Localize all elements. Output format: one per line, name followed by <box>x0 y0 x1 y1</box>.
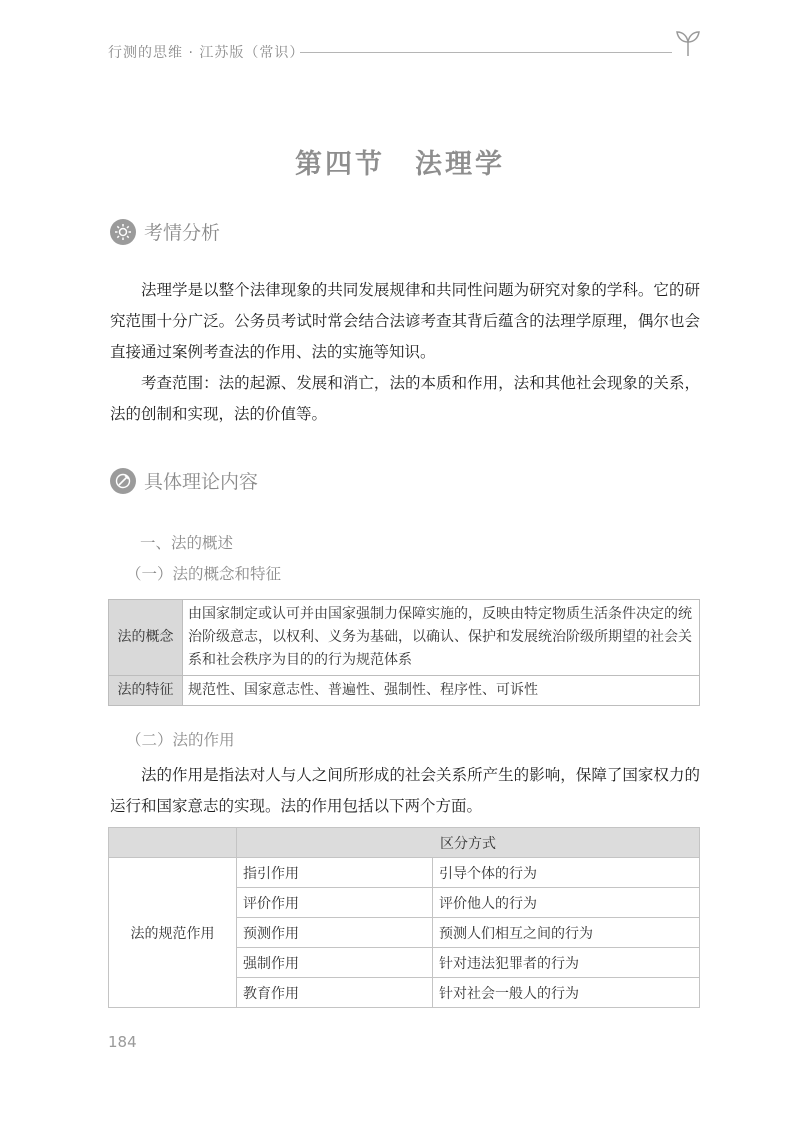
analysis-heading <box>110 218 220 245</box>
role-desc: 针对社会一般人的行为 <box>433 978 700 1008</box>
concept-label: 法的概念 <box>109 600 183 676</box>
role-name: 预测作用 <box>237 918 433 948</box>
role-name: 强制作用 <box>237 948 433 978</box>
group-label: 法的规范作用 <box>109 858 237 1008</box>
features-label: 法的特征 <box>109 676 183 706</box>
table-header-row <box>109 828 700 858</box>
role-table <box>108 827 700 1008</box>
analysis-paragraph-1: 法理学是以整个法律现象的共同发展规律和共同性问题为研究对象的学科。它的研究范围十分广泛。公务员考试时常会结合法谚考查其背后蕴含的法理学原理，偶尔也会直接通过案例考查法的作用、法的实施等知识。 <box>110 281 700 361</box>
table-header-blank <box>109 828 237 858</box>
role-desc: 引导个体的行为 <box>433 858 700 888</box>
section-title: 第四节 法理学 <box>295 149 505 180</box>
header-rule <box>300 52 672 53</box>
table-row <box>109 600 700 676</box>
table-row <box>109 676 700 706</box>
role-paragraph: 法的作用是指法对人与人之间所形成的社会关系所产生的影响，保障了国家权力的运行和国家意志的实现。法的作用包括以下两个方面。 <box>110 766 700 815</box>
analysis-paragraph-2: 考查范围：法的起源、发展和消亡，法的本质和作用，法和其他社会现象的关系，法的创制和实现，法的价值等。 <box>110 374 700 423</box>
role-name: 教育作用 <box>237 978 433 1008</box>
role-name: 指引作用 <box>237 858 433 888</box>
page-number: 184 <box>108 1033 137 1051</box>
analysis-heading-label: 考情分析 <box>144 222 221 244</box>
heading-law-role: （二）法的作用 <box>126 731 235 749</box>
role-desc: 针对违法犯罪者的行为 <box>433 948 700 978</box>
role-desc: 评价他人的行为 <box>433 888 700 918</box>
sun-icon <box>110 219 136 245</box>
concept-table <box>108 599 700 706</box>
sprout-icon <box>672 26 704 58</box>
features-text: 规范性、国家意志性、普遍性、强制性、程序性、可诉性 <box>183 676 700 706</box>
heading-law-overview: 一、法的概述 <box>140 534 234 552</box>
table-header-cell: 区分方式 <box>237 828 700 858</box>
heading-concept-features: （一）法的概念和特征 <box>126 565 282 583</box>
role-desc: 预测人们相互之间的行为 <box>433 918 700 948</box>
table-row <box>109 858 700 888</box>
role-name: 评价作用 <box>237 888 433 918</box>
running-head: 行测的思维 · 江苏版（常识） <box>108 45 305 61</box>
pen-icon <box>110 468 136 494</box>
content-heading <box>110 467 258 494</box>
content-heading-label: 具体理论内容 <box>144 471 259 493</box>
concept-text: 由国家制定或认可并由国家强制力保障实施的，反映由特定物质生活条件决定的统治阶级意志，以权利、义务为基础，以确认、保护和发展统治阶级所期望的社会关系和社会秩序为目的的行为规范体系 <box>183 600 700 676</box>
